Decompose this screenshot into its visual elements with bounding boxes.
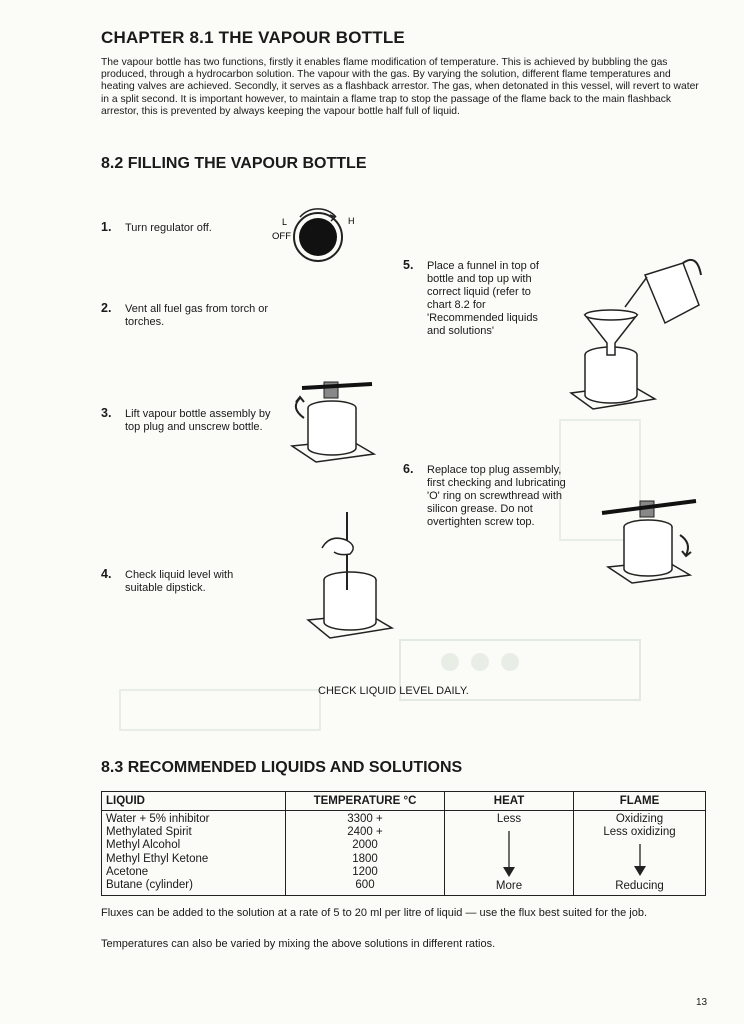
heat-arrow-icon	[499, 829, 519, 879]
list-item: 600	[355, 878, 375, 891]
section-heading-liquids: 8.3 RECOMMENDED LIQUIDS AND SOLUTIONS	[101, 759, 463, 776]
list-item: 2000	[352, 839, 378, 852]
dial-l-label: L	[282, 217, 288, 227]
page-number: 13	[696, 997, 708, 1008]
dipstick-illustration	[300, 510, 400, 645]
flame-arrow-icon	[630, 842, 650, 878]
heat-more-label: More	[495, 879, 523, 892]
list-item: Acetone	[106, 865, 149, 878]
check-daily-note: CHECK LIQUID LEVEL DAILY.	[318, 685, 469, 697]
table-header-row	[102, 792, 706, 811]
step-text: Vent all fuel gas from torch or torches.	[125, 303, 269, 328]
list-item: 1200	[352, 865, 378, 878]
dial-h-label: H	[348, 216, 355, 226]
header-heat: HEAT	[445, 792, 574, 811]
mixing-note: Temperatures can also be varied by mixing the above solutions in different ratios.	[101, 938, 496, 950]
replace-plug-illustration	[598, 495, 708, 590]
flame-oxidizing-label: Oxidizing	[615, 813, 664, 825]
header-liquid: LIQUID	[102, 792, 286, 811]
list-item: Butane (cylinder)	[106, 878, 193, 891]
step-number: 4.	[101, 567, 112, 581]
step-text: Check liquid level with suitable dipstick.	[125, 569, 234, 594]
flux-note: Fluxes can be added to the solution at a rate of 5 to 20 ml per litre of liquid — use the flux best suited for the job.	[101, 907, 648, 919]
liquid-list	[102, 811, 286, 896]
list-item: Methyl Ethyl Ketone	[106, 852, 209, 865]
section-heading-filling: 8.2 FILLING THE VAPOUR BOTTLE	[101, 155, 367, 172]
header-temperature: TEMPERATURE °C	[286, 792, 445, 811]
bottle-unscrew-illustration	[282, 378, 382, 468]
step-text: Turn regulator off.	[125, 222, 212, 234]
step-number: 6.	[403, 462, 414, 476]
list-item: 2400 +	[347, 826, 383, 839]
step-text: Lift vapour bottle assembly by top plug and unscrew bottle.	[125, 408, 271, 433]
flame-column	[574, 811, 706, 896]
regulator-dial-illustration	[268, 205, 358, 285]
list-item: 3300 +	[347, 813, 383, 825]
chapter-title: CHAPTER 8.1 THE VAPOUR BOTTLE	[101, 28, 405, 47]
header-flame: FLAME	[574, 792, 706, 811]
list-item: Water + 5% inhibitor	[106, 813, 210, 825]
flame-reducing-label: Reducing	[615, 879, 664, 892]
funnel-fill-illustration	[565, 255, 705, 425]
step-text: Place a funnel in top of bottle and top up with correct liquid (refer to chart 8.2 for 'Recommended liquids and solutions'	[427, 260, 539, 337]
liquids-table	[101, 791, 706, 896]
list-item: Methylated Spirit	[106, 826, 192, 839]
list-item: Methyl Alcohol	[106, 839, 181, 852]
intro-paragraph: The vapour bottle has two functions, firstly it enables flame modification of temperature. This is achieved by bubbling the gas produced, through a hydrocarbon solution. The vapour with the gas. By varying the solution, different flame temperatures and heating valves are achieved. Secondly, it serves as a flashback arrestor. The gas, when detonated in this vessel, will revert to water in a split second. It is important however, to maintain a flame trap to stop the passage of the flame back to the main flashback arrestor, this is prevented by always keeping the vapour bottle half full of liquid.	[101, 57, 699, 117]
table-body-row	[102, 811, 706, 896]
temperature-list	[286, 811, 445, 896]
dial-off-label: OFF	[272, 231, 291, 242]
heat-less-label: Less	[496, 813, 522, 825]
step-number: 5.	[403, 258, 414, 272]
step-number: 2.	[101, 301, 112, 315]
flame-less-oxidizing-label: Less oxidizing	[603, 826, 676, 839]
heat-column	[445, 811, 574, 896]
step-number: 3.	[101, 406, 112, 420]
list-item: 1800	[352, 852, 378, 865]
step-text: Replace top plug assembly, first checking and lubricating 'O' ring on screwthread with silicon grease. Do not overtighten screw top.	[427, 464, 566, 528]
step-number: 1.	[101, 220, 112, 234]
